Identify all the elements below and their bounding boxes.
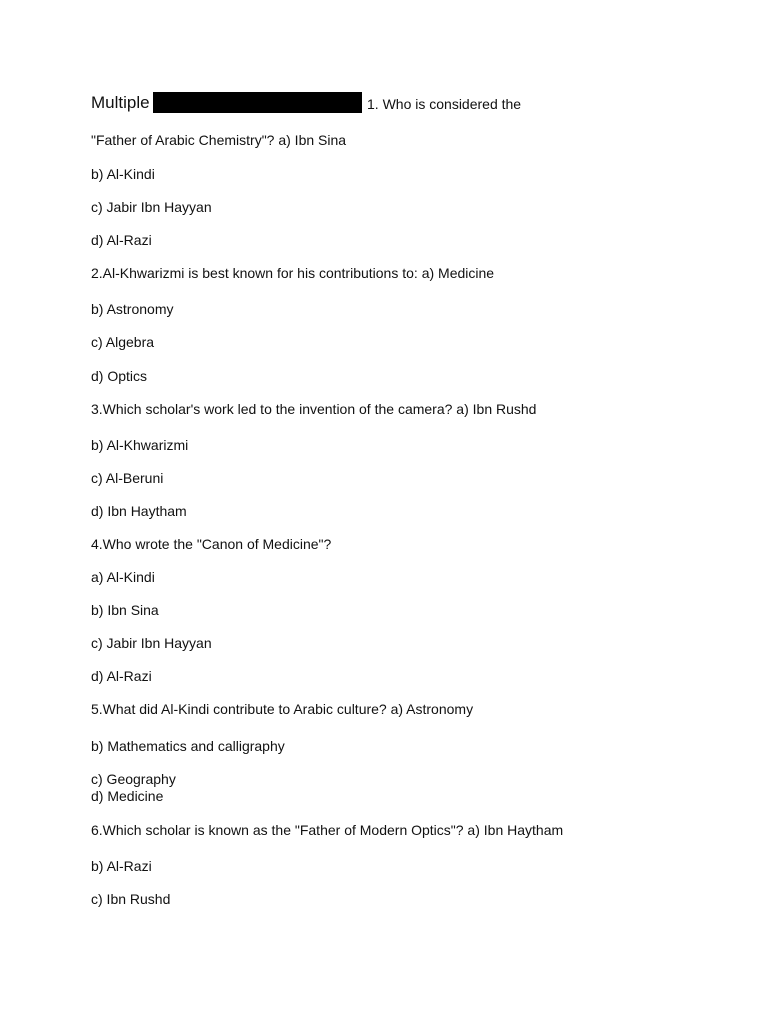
question-1-option-d: d) Al-Razi <box>91 232 152 248</box>
question-1-start: 1. Who is considered the <box>367 96 522 112</box>
question-1-option-a: "Father of Arabic Chemistry"? a) Ibn Sina <box>91 132 347 148</box>
question-3-option-c: c) Al-Beruni <box>91 470 164 486</box>
question-3: 3.Which scholar's work led to the invention of the camera? a) Ibn Rushd <box>91 401 537 417</box>
heading-title-word: Multiple <box>91 93 150 112</box>
question-3-option-d: d) Ibn Haytham <box>91 503 187 519</box>
question-2-option-c: c) Algebra <box>91 334 155 350</box>
question-4-option-a: a) Al-Kindi <box>91 569 155 585</box>
question-3-option-b: b) Al-Khwarizmi <box>91 437 189 453</box>
question-5-option-b: b) Mathematics and calligraphy <box>91 738 285 754</box>
question-6: 6.Which scholar is known as the "Father of Modern Optics"? a) Ibn Haytham <box>91 822 564 838</box>
question-4: 4.Who wrote the "Canon of Medicine"? <box>91 536 332 552</box>
redaction-bar <box>153 92 362 113</box>
question-6-option-b: b) Al-Razi <box>91 858 152 874</box>
question-5-option-c: c) Geography <box>91 771 176 787</box>
question-4-option-b: b) Ibn Sina <box>91 602 159 618</box>
question-4-option-d: d) Al-Razi <box>91 668 152 684</box>
question-1-option-b: b) Al-Kindi <box>91 166 155 182</box>
question-2-option-d: d) Optics <box>91 368 148 384</box>
question-5: 5.What did Al-Kindi contribute to Arabic culture? a) Astronomy <box>91 701 474 717</box>
question-5-option-d: d) Medicine <box>91 788 164 804</box>
question-4-option-c: c) Jabir Ibn Hayyan <box>91 635 212 651</box>
question-1-option-c: c) Jabir Ibn Hayyan <box>91 199 212 215</box>
question-2-option-b: b) Astronomy <box>91 301 174 317</box>
question-2: 2.Al-Khwarizmi is best known for his contributions to: a) Medicine <box>91 265 495 281</box>
question-6-option-c: c) Ibn Rushd <box>91 891 171 907</box>
